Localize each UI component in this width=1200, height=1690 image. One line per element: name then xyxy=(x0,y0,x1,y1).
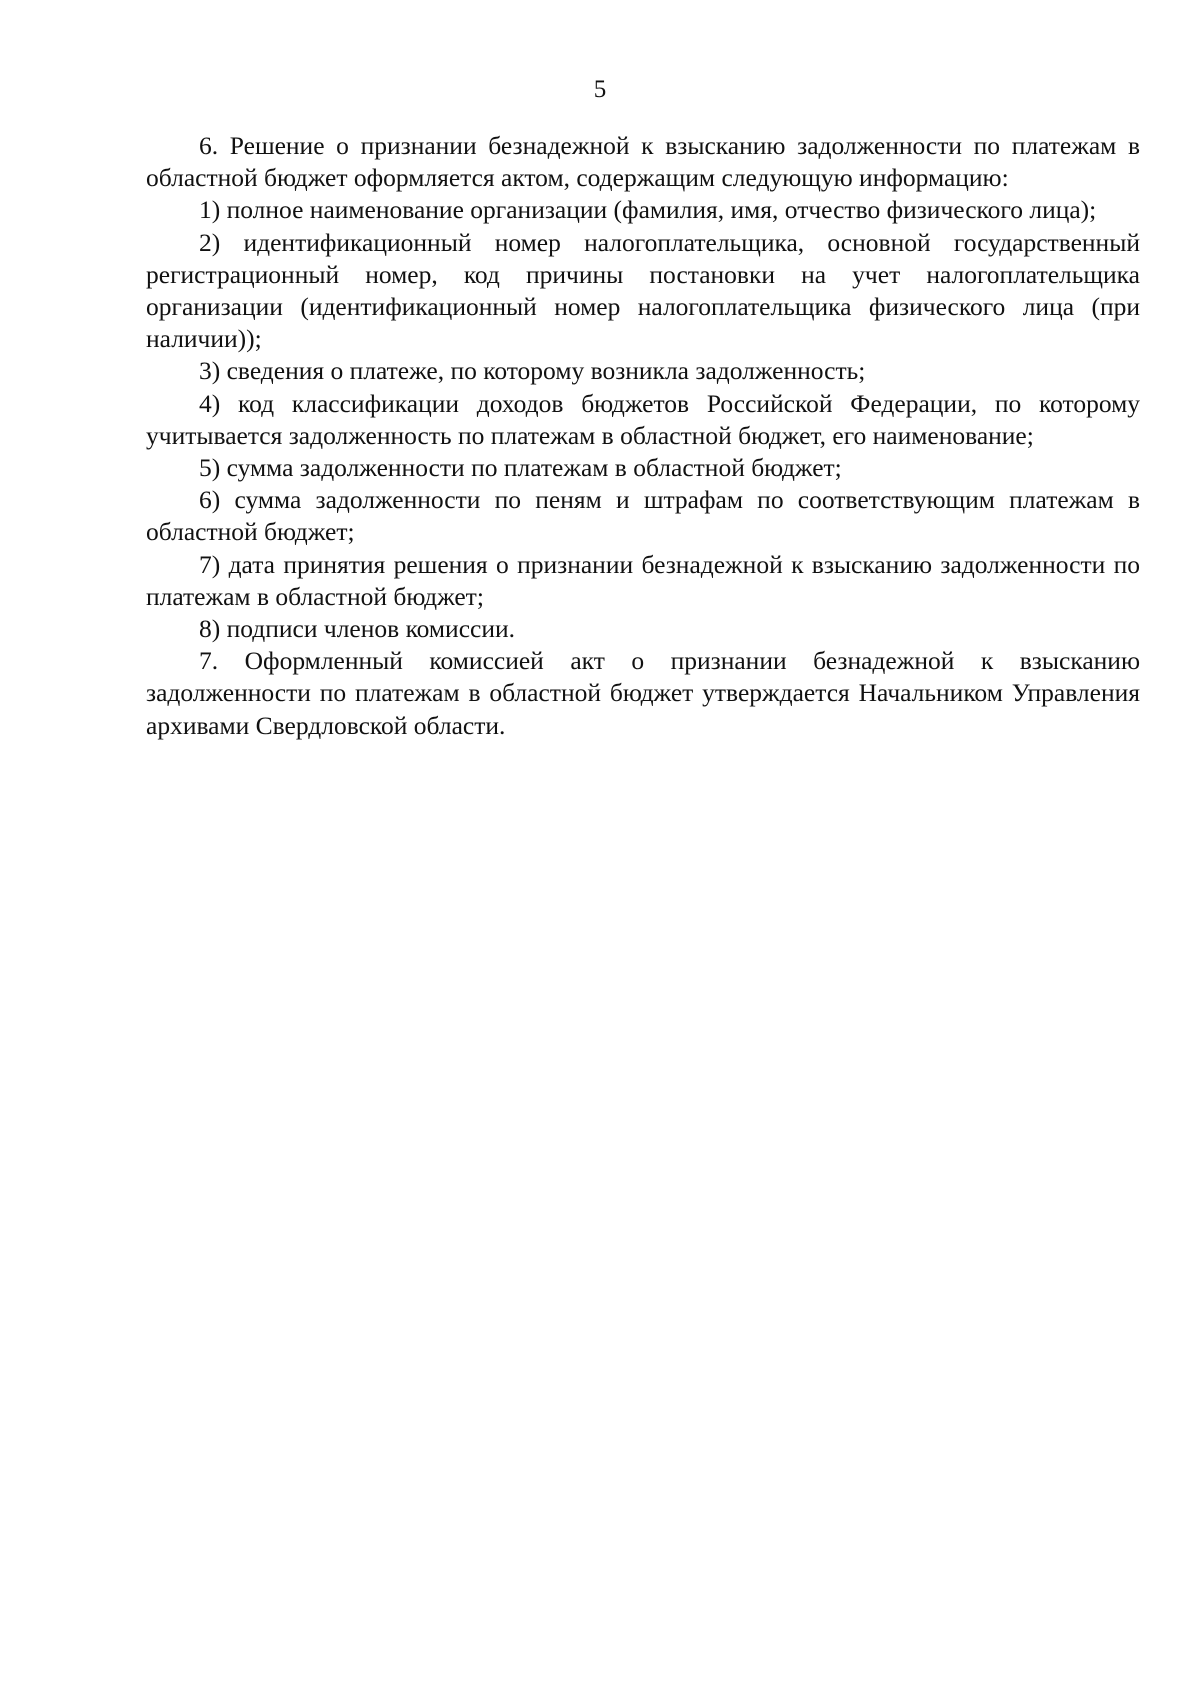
list-item-6: 6) сумма задолженности по пеням и штрафам по соответствующим платежам в областной бюджет; xyxy=(146,485,1140,547)
paragraph-section-6: 6. Решение о признании безнадежной к взысканию задолженности по платежам в областной бюджет оформляется актом, содержащим следующую информацию: xyxy=(146,131,1140,193)
document-body xyxy=(146,130,1140,742)
list-item-2: 2) идентификационный номер налогоплательщика, основной государственный регистрационный номер, код причины постановки на учет налогоплательщика организации (идентификационный номер налогоплательщика физического лица (при наличии)); xyxy=(146,227,1140,354)
list-item-5: 5) сумма задолженности по платежам в областной бюджет; xyxy=(199,453,842,483)
list-item-8: 8) подписи членов комиссии. xyxy=(199,614,516,644)
list-item-1: 1) полное наименование организации (фамилия, имя, отчество физического лица); xyxy=(199,195,1097,225)
list-item-7: 7) дата принятия решения о признании безнадежной к взысканию задолженности по платежам в областной бюджет; xyxy=(146,549,1140,611)
list-item-3: 3) сведения о платеже, по которому возникла задолженность; xyxy=(199,356,866,386)
page-number: 5 xyxy=(593,76,607,103)
paragraph-section-7: 7. Оформленный комиссией акт о признании безнадежной к взысканию задолженности по платежам в областной бюджет утверждается Начальником Управления архивами Свердловской области. xyxy=(146,646,1140,740)
list-item-4: 4) код классификации доходов бюджетов Российской Федерации, по которому учитывается задолженность по платежам в областной бюджет, его наименование; xyxy=(146,388,1140,450)
